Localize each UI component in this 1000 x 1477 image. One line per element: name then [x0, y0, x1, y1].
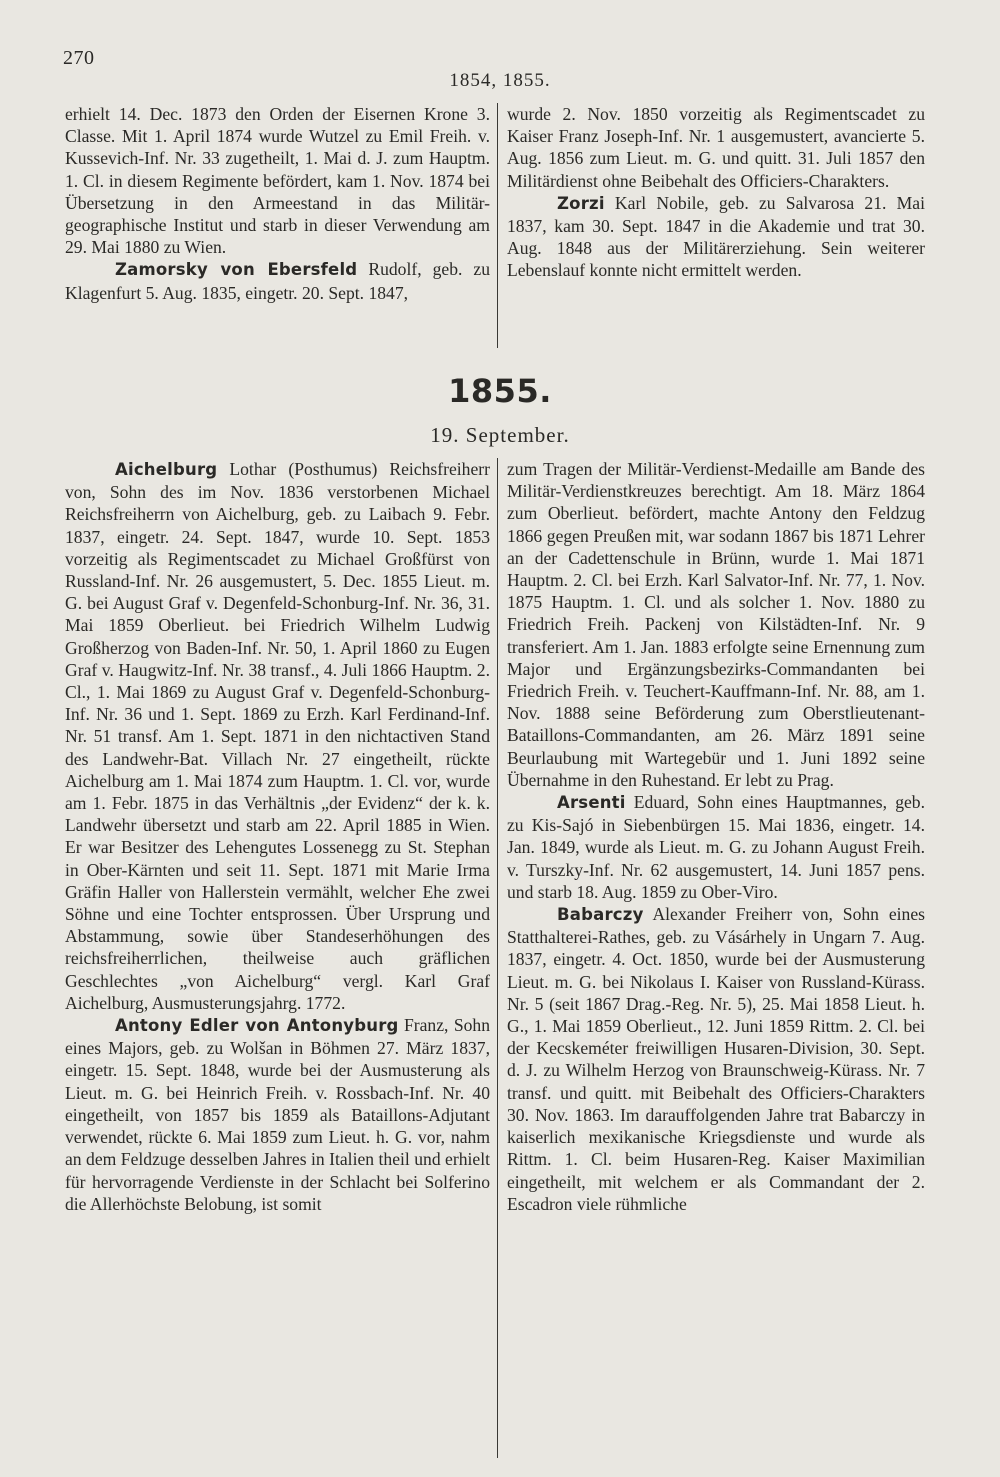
entry-name: Aichelburg: [115, 460, 218, 479]
entry-text: Rudolf, geb. zu Klagenfurt 5. Aug. 1835, eingetr. 20. Sept. 1847,: [65, 259, 491, 303]
entry-name: Arsenti: [557, 793, 626, 813]
top-right-column: [507, 103, 925, 282]
zorzi-entry: [507, 192, 925, 282]
babarczy-entry: [507, 903, 925, 1215]
entry-text: Lothar (Posthumus) Reichsfreiherr von, Sohn des im Nov. 1836 verstorbenen Michael Reichsfreiherrn von Aichelburg, geb. zu Laibach 9. Febr. 1837, eingetr. 24. Sept. 1847, wurde 10. Sept. 1853 vorzeitig als Regimentscadet zu Michael Großfürst von Russland-Inf. Nr. 26 ausgemustert, 5. Dec. 1855 Lieut. m. G. bei August Graf v. Degenfeld-Schonburg-Inf. Nr. 36, 31. Mai 1859 Oberlieut. bei Friedrich Wilhelm Ludwig Großherzog von Baden-Inf. Nr. 50, 1. April 1860 zu Eugen Graf v. Haugwitz-Inf. Nr. 38 transf., 4. Juli 1866 Hauptm. 2. Cl., 1. Mai 1869 zu August Graf v. Degenfeld-Schonburg-Inf. Nr. 36 und 1. Sept. 1869 zu Erzh. Karl Ferdinand-Inf. Nr. 51 transf. Am 1. Sept. 1871 in den nichtactiven Stand des Landwehr-Bat. Villach Nr. 27 eingetheilt, rückte Aichelburg am 1. Mai 1874 zum Hauptm. 1. Cl. vor, wurde am 1. Febr. 1875 in das Verhältnis „der Evidenz“ der k. k. Landwehr übersetzt und starb am 22. April 1885 in Wien. Er war Besitzer des Lehengutes Lossenegg zu St. Stephan in Ober-Kärnten und seit 11. Sept. 1871 mit Marie Irma Gräfin Haller von Hallerstein vermählt, welcher Ehe zwei Söhne und eine Tochter entsprossen. Über Ursprung und Abstammung, sowie über Standeserhöhungen des reichsfreiherrlichen, theilweise auch gräflichen Geschlechtes „von Aichelburg“ vergl. Karl Graf Aichelburg, Ausmusterungsjahrg. 1772.: [65, 459, 490, 1013]
column-rule-top: [497, 103, 498, 348]
entry-name: Babarczy: [557, 905, 644, 925]
entry-name: Zamorsky von Ebersfeld: [115, 260, 358, 280]
date-heading: 19. September.: [430, 423, 570, 447]
page-number: 270: [63, 47, 95, 69]
bottom-right-column: [507, 458, 925, 1215]
entry-name: Antony Edler von Antonyburg: [115, 1016, 399, 1036]
top-left-column: [65, 103, 490, 304]
year-heading: 1855.: [448, 372, 552, 410]
zamorsky-entry: [65, 258, 490, 303]
entry-text: Eduard, Sohn eines Hauptmannes, geb. zu Kis-Sajó in Siebenbürgen 15. Mai 1836, eingetr. 14. Jan. 1849, wurde als Lieut. m. G. zu Johann August Freih. v. Turszky-Inf. Nr. 62 ausgemustert, 14. Juni 1857 pens. und starb 18. Aug. 1859 zu Ober-Viro.: [507, 792, 925, 902]
entry-text: Franz, Sohn eines Majors, geb. zu Wolšan in Böhmen 27. März 1837, eingetr. 15. Sept. 1848, wurde bei der Ausmusterung als Lieut. m. G. bei Heinrich Freih. v. Rossbach-Inf. Nr. 40 eingetheilt, von 1857 bis 1859 als Bataillons-Adjutant verwendet, rückte 6. Mai 1859 zum Lieut. h. G. vor, nahm an dem Feldzuge desselben Jahres in Italien theil und erhielt für hervorragende Verdienste in der Schlacht bei Solferino die Allerhöchste Belobung, ist somit: [65, 1015, 490, 1214]
column-rule-bottom: [497, 458, 498, 1458]
entry-text: Alexander Freiherr von, Sohn eines Statthalterei-Rathes, geb. zu Vásárhely in Ungarn 7. Aug. 1837, eingetr. 4. Oct. 1850, wurde bei der Ausmusterung Lieut. m. G. bei Nikolaus I. Kaiser von Russland-Kürass. Nr. 5 (seit 1867 Drag.-Reg. Nr. 5), 25. Mai 1858 Lieut. h. G., 1. Mai 1859 Oberlieut., 12. Juni 1859 Rittm. 2. Cl. bei der Kecskeméter freiwilligen Husaren-Division, 30. Sept. d. J. zu Wilhelm Herzog von Braunschweig-Kürass. Nr. 7 transf. und quitt. mit Beibehalt des Officiers-Charakters 30. Nov. 1863. Im darauffolgenden Jahre trat Babarczy in kaiserlich mexikanische Kriegsdienste und wurde als Rittm. 1. Cl. beim Husaren-Reg. Kaiser Maximilian eingetheilt, mit welchem er als Commandant der 2. Escadron viele rühmliche: [507, 904, 925, 1214]
running-head: 1854, 1855.: [449, 70, 551, 91]
wutzel-entry-continuation: erhielt 14. Dec. 1873 den Orden der Eisernen Krone 3. Classe. Mit 1. April 1874 wurde Wutzel zu Emil Freih. v. Kussevich-Inf. Nr. 33 zugetheilt, 1. Mai d. J. zum Hauptm. 1. Cl. in diesem Regimente befördert, kam 1. Nov. 1874 bei Übersetzung in den Armeestand in das Militär-geographische Institut und starb in dieser Verwendung am 29. Mai 1880 zu Wien.: [65, 104, 490, 258]
antony-entry: [65, 1014, 490, 1215]
antony-entry-continuation: zum Tragen der Militär-Verdienst-Medaille am Bande des Militär-Verdienstkreuzes berechtigt. Am 18. März 1864 zum Oberlieut. befördert, machte Antony den Feldzug 1866 gegen Preußen mit, war sodann 1867 bis 1871 Lehrer an der Cadettenschule in Brünn, wurde 1. Mai 1871 Hauptm. 2. Cl. bei Erzh. Karl Salvator-Inf. Nr. 77, 1. Nov. 1875 Hauptm. 1. Cl. und als solcher 1. Nov. 1880 zu Friedrich Freih. Packenj von Kilstädten-Inf. Nr. 9 transferiert. Am 1. Jan. 1883 erfolgte seine Ernennung zum Major und Ergänzungsbezirks-Commandanten bei Friedrich Freih. v. Teuchert-Kauffmann-Inf. Nr. 88, am 1. Nov. 1888 seine Beförderung zum Oberstlieutenant-Bataillons-Commandanten, am 26. März 1891 seine Beurlaubung mit Wartegebür und 1. Juni 1892 seine Übernahme in den Ruhestand. Er lebt zu Prag.: [507, 459, 925, 790]
arsenti-entry: [507, 791, 925, 903]
entry-text: Karl Nobile, geb. zu Salvarosa 21. Mai 1837, kam 30. Sept. 1847 in die Akademie und trat 30. Aug. 1848 aus der Militärerziehung. Sein weiterer Lebenslauf konnte nicht ermittelt werden.: [507, 192, 925, 281]
entry-name: Zorzi: [557, 193, 605, 213]
zamorsky-entry-continuation: wurde 2. Nov. 1850 vorzeitig als Regimentscadet zu Kaiser Franz Joseph-Inf. Nr. 1 ausgemustert, avancierte 5. Aug. 1856 zum Lieut. m. G. und quitt. 31. Juli 1857 den Militärdienst ohne Beibehalt des Officiers-Charakters.: [507, 104, 925, 191]
aichelburg-entry: [65, 458, 490, 1014]
bottom-left-column: [65, 458, 490, 1215]
